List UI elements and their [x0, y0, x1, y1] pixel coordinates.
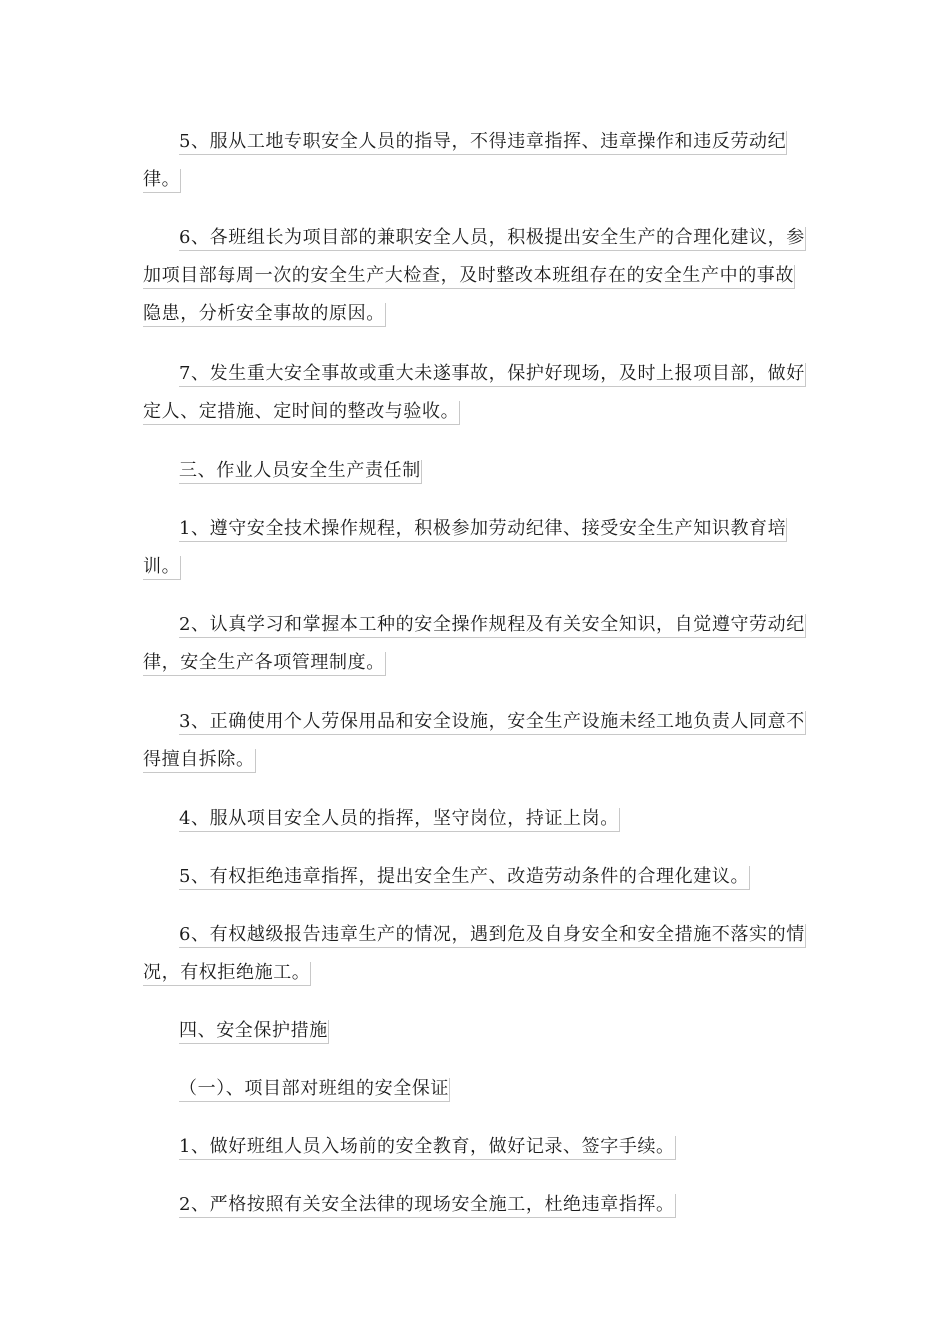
paragraph-worker-5: [143, 858, 808, 896]
paragraph-worker-1: [143, 510, 808, 586]
paragraph-worker-4: [143, 800, 808, 838]
heading-text: （一）、项目部对班组的安全保证: [179, 1078, 450, 1102]
paragraph-text: 6、各班组长为项目部的兼职安全人员，积极提出安全生产的合理化建议，参加项目部每周一次的安全生产大检查，及时整改本班组存在的安全生产中的事故隐患，分析安全事故的原因。: [143, 227, 806, 327]
paragraph-text: 3、正确使用个人劳保用品和安全设施，安全生产设施未经工地负责人同意不得擅自拆除。: [143, 711, 806, 773]
section-heading-4: [143, 1012, 808, 1050]
paragraph-team-leader-7: [143, 355, 808, 431]
heading-text: 四、安全保护措施: [179, 1020, 329, 1044]
paragraph-team-leader-6: [143, 219, 808, 333]
paragraph-protection-2: [143, 1186, 808, 1224]
heading-text: 三、作业人员安全生产责任制: [179, 460, 422, 484]
paragraph-text: 7、发生重大安全事故或重大未遂事故，保护好现场，及时上报项目部，做好定人、定措施、定时间的整改与验收。: [143, 363, 806, 425]
section-heading-3: [143, 452, 808, 490]
paragraph-worker-2: [143, 606, 808, 682]
paragraph-worker-6: [143, 916, 808, 992]
subsection-heading-1: [143, 1070, 808, 1108]
paragraph-text: 6、有权越级报告违章生产的情况，遇到危及自身安全和安全措施不落实的情况，有权拒绝施工。: [143, 924, 806, 986]
paragraph-worker-3: [143, 703, 808, 779]
paragraph-text: 2、认真学习和掌握本工种的安全操作规程及有关安全知识，自觉遵守劳动纪律，安全生产各项管理制度。: [143, 614, 806, 676]
paragraph-text: 5、服从工地专职安全人员的指导，不得违章指挥、违章操作和违反劳动纪律。: [143, 131, 787, 193]
paragraph-protection-1: [143, 1128, 808, 1166]
paragraph-text: 2、严格按照有关安全法律的现场安全施工，杜绝违章指挥。: [179, 1194, 676, 1218]
paragraph-text: 5、有权拒绝违章指挥，提出安全生产、改造劳动条件的合理化建议。: [179, 866, 750, 890]
paragraph-text: 1、做好班组人员入场前的安全教育，做好记录、签字手续。: [179, 1136, 676, 1160]
paragraph-team-leader-5: [143, 123, 808, 199]
paragraph-text: 4、服从项目安全人员的指挥，坚守岗位，持证上岗。: [179, 808, 620, 832]
paragraph-text: 1、遵守安全技术操作规程，积极参加劳动纪律、接受安全生产知识教育培训。: [143, 518, 787, 580]
